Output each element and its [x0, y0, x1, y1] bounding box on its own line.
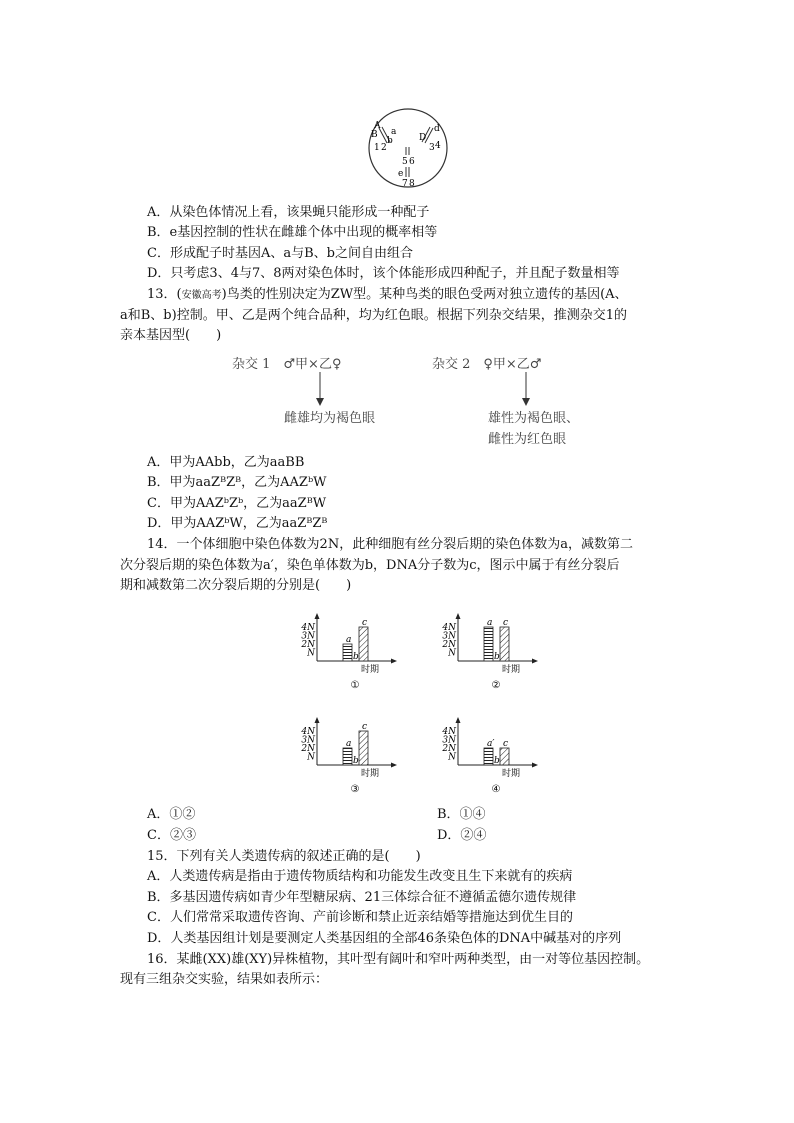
cross2-title: 杂交 2 ♀甲×乙♂: [432, 357, 542, 372]
chart4-bar-0: [484, 748, 493, 765]
q13-option-a: A．甲为AAbb，乙为aaBB: [147, 455, 305, 470]
chart4-ytick-label: 4N: [442, 727, 456, 737]
chart2-bar-label-1: b: [494, 652, 500, 662]
q13-option-b: B．甲为aaZᴮZᴮ，乙为AAZᵇW: [147, 475, 327, 490]
chart2-ytick-label: N: [448, 648, 456, 659]
cross1-title: 杂交 1 ♂甲×乙♀: [232, 357, 342, 372]
chart2-ytick-label: 3N: [442, 631, 456, 642]
chart1-bar-0: [343, 644, 352, 661]
chart4-bar-label-0: a′: [487, 739, 495, 749]
chart4-bar-label-1: b: [494, 756, 500, 766]
chart3-bar-label-2: c: [362, 722, 368, 732]
chart4-xlabel: 时期: [502, 769, 521, 779]
q12-option-c: C．形成配子时基因A、a与B、b之间自由组合: [147, 246, 413, 261]
chart3-bar-0: [343, 748, 352, 765]
chart2-bar-2: [500, 627, 509, 661]
chart2-ytick-label: 2N: [442, 640, 456, 650]
chart3-bar-label-0: a: [346, 739, 352, 749]
cell-label-2: 2: [381, 143, 387, 153]
chart3-xlabel: 时期: [361, 769, 380, 779]
cell-label-7: 7: [402, 179, 408, 189]
chart3-ytick-label: N: [307, 752, 315, 763]
chart3-ytick-label: 3N: [301, 735, 315, 746]
chart3-y-arrow-icon: [315, 717, 320, 723]
q14-option-a: A．①②: [147, 807, 196, 822]
q14-option-c: C．②③: [147, 828, 196, 843]
q15-stem: 15．下列有关人类遗传病的叙述正确的是( ): [147, 849, 421, 864]
cell-label-d: d: [434, 124, 440, 134]
chart1-ytick-label: 3N: [301, 631, 315, 642]
chart2-xlabel: 时期: [502, 665, 521, 675]
cell-label-5: 5: [402, 157, 408, 167]
chart2-y-arrow-icon: [456, 613, 461, 619]
chart4-figure-label: ④: [491, 784, 501, 795]
cell-label-6: 6: [409, 157, 415, 167]
chart3-ytick-label: 4N: [301, 727, 315, 737]
q15-option-b: B．多基因遗传病如青少年型糖尿病、21三体综合征不遵循孟德尔遗传规律: [147, 890, 577, 905]
chart3-ytick-label: 2N: [301, 744, 315, 754]
cell-label-a: a: [391, 127, 397, 137]
chart1-ytick-label: N: [307, 648, 315, 659]
q13-source: 安徽高考: [181, 290, 222, 301]
q15-option-d: D．人类基因组计划是要测定人类基因组的全部46条染色体的DNA中碱基对的序列: [147, 931, 622, 946]
chart2-figure-label: ②: [491, 680, 501, 691]
cell-label-1: 1: [374, 143, 380, 153]
q13-option-d: D．甲为AAZᵇW，乙为aaZᴮZᴮ: [147, 516, 328, 531]
cross2-result-female: 雌性为红色眼: [488, 432, 567, 447]
chart1-bar-label-0: a: [346, 635, 352, 645]
chart1-xlabel: 时期: [361, 665, 380, 675]
q13-stem-line1: 13．(安徽高考)鸟类的性别决定为ZW型。某种鸟类的眼色受两对独立遗传的基因(A、: [147, 287, 628, 302]
chart1-figure-label: ①: [350, 680, 360, 691]
chart1-bar-2: [359, 627, 368, 661]
chart4-y-arrow-icon: [456, 717, 461, 723]
cell-label-8: 8: [409, 179, 415, 189]
cell-label-B: B: [371, 130, 378, 140]
q14-stem-line1: 14．一个体细胞中染色体数为2N，此种细胞有丝分裂后期的染色体数为a，减数第二: [147, 537, 633, 552]
cell-label-3: 3: [429, 143, 435, 153]
chart3-bar-label-1: b: [353, 756, 359, 766]
chart1-bar-label-1: b: [353, 652, 359, 662]
q14-stem-line3: 期和减数第二次分裂后期的分别是( ): [120, 578, 352, 593]
cell-label-b: b: [387, 136, 393, 146]
q12-option-a: A．从染色体情况上看，该果蝇只能形成一种配子: [147, 205, 430, 220]
q13-stem-line3: 亲本基因型( ): [120, 328, 222, 343]
q14-option-d: D．②④: [437, 828, 487, 843]
q12-option-d: D．只考虑3、4与7、8两对染色体时，该个体能形成四种配子，并且配子数量相等: [147, 266, 620, 281]
chart2-ytick-label: 4N: [442, 623, 456, 633]
cell-label-e: e: [398, 169, 404, 179]
cell-label-4: 4: [435, 141, 441, 151]
chart1-bar-label-2: c: [362, 618, 368, 628]
q14-stem-line2: 次分裂后期的染色体数为a′，染色单体数为b，DNA分子数为c，图示中属于有丝分裂后: [120, 558, 620, 573]
cross2-result-male: 雄性为褐色眼、: [488, 411, 580, 426]
cell-label-D: D: [419, 133, 427, 143]
cross1-result: 雌雄均为褐色眼: [284, 411, 376, 426]
chart2-bar-label-0: a: [487, 618, 493, 628]
cell-label-A: A: [374, 121, 381, 131]
chart3-x-arrow-icon: [391, 763, 397, 768]
chart4-ytick-label: 3N: [442, 735, 456, 746]
chart3-figure-label: ③: [350, 784, 360, 795]
q16-stem-line1: 16．某雌(XX)雄(XY)异株植物，其叶型有阔叶和窄叶两种类型，由一对等位基因控制。: [147, 952, 650, 967]
chart2-bar-label-2: c: [503, 618, 509, 628]
chart1-y-arrow-icon: [315, 613, 320, 619]
chart4-ytick-label: N: [448, 752, 456, 763]
q12-option-b: B．e基因控制的性状在雌雄个体中出现的概率相等: [147, 225, 438, 240]
chart1-ytick-label: 2N: [301, 640, 315, 650]
chart2-bar-0: [484, 627, 493, 661]
chart4-x-arrow-icon: [532, 763, 538, 768]
q15-option-a: A．人类遗传病是指由于遗传物质结构和功能发生改变且生下来就有的疾病: [147, 869, 573, 884]
chart4-ytick-label: 2N: [442, 744, 456, 754]
chart1-ytick-label: 4N: [301, 623, 315, 633]
chart3-bar-2: [359, 731, 368, 765]
chart2-x-arrow-icon: [532, 659, 538, 664]
q16-stem-line2: 现有三组杂交实验，结果如表所示：: [120, 972, 329, 987]
q13-option-c: C．甲为AAZᵇZᵇ，乙为aaZᴮW: [147, 496, 327, 511]
q15-option-c: C．人们常常采取遗传咨询、产前诊断和禁止近亲结婚等措施达到优生目的: [147, 910, 573, 925]
q13-stem-line2: a和B、b)控制。甲、乙是两个纯合品种，均为红色眼。根据下列杂交结果，推测杂交1的: [120, 308, 627, 323]
q14-option-b: B．①④: [437, 807, 486, 822]
chart4-bar-label-2: c: [503, 739, 509, 749]
chart1-x-arrow-icon: [391, 659, 397, 664]
chart4-bar-2: [500, 748, 509, 765]
